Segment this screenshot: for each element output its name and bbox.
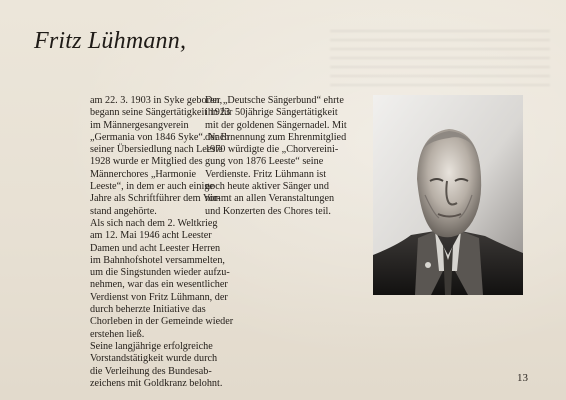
paragraph-line: noch heute aktiver Sänger und xyxy=(205,181,329,193)
paragraph-line: ihn für 50jährige Sängertätigkeit xyxy=(205,107,338,119)
paragraph-line: begann seine Sängertätigkeit 1923 xyxy=(90,107,231,119)
paragraph-line: „Germania von 1846 Syke“. Nach xyxy=(90,131,230,143)
paragraph-line: Damen und acht Leester Herren xyxy=(90,242,221,254)
paragraph-line: um die Singstunden wieder aufzu- xyxy=(90,267,230,279)
paragraph-line: die Verleihung des Bundesab- xyxy=(90,365,212,377)
paragraph-line: Verdienste. Fritz Lühmann ist xyxy=(205,168,327,180)
paragraph-line: Chorleben in der Gemeinde wieder xyxy=(90,316,234,328)
paragraph-line: Vorstandstätigkeit wurde durch xyxy=(90,353,218,365)
paragraph-line: 1970 würdigte die „Chorvereini- xyxy=(205,144,339,156)
person-name-heading: Fritz Lühmann, xyxy=(34,28,187,54)
paragraph-line: Leeste“, in dem er auch einige xyxy=(90,181,214,193)
paragraph-line: gung von 1876 Leeste“ seine xyxy=(205,156,324,168)
paragraph-line: 1928 wurde er Mitglied des xyxy=(90,156,203,168)
paragraph-line: Seine langjährige erfolgreiche xyxy=(90,340,213,352)
paragraph-line: Als sich nach dem 2. Weltkrieg xyxy=(90,217,218,229)
page-number: 13 xyxy=(517,372,528,384)
paragraph-line: am 12. Mai 1946 acht Leester xyxy=(90,230,212,242)
paragraph-line: Jahre als Schriftführer dem Vor- xyxy=(90,193,221,205)
paragraph-line: und Konzerten des Chores teil. xyxy=(205,205,331,217)
show-through-text xyxy=(330,30,550,90)
paragraph-line: nehmen, war das ein wesentlicher xyxy=(90,279,228,291)
paragraph-line: erstehen ließ. xyxy=(90,328,145,340)
paragraph-line: am 22. 3. 1903 in Syke geboren, xyxy=(90,95,223,106)
paragraph-line: Verdienst von Fritz Lühmann, der xyxy=(90,291,228,303)
lapel-pin xyxy=(425,262,431,268)
paragraph-line: stand angehörte. xyxy=(90,205,157,217)
biography-column-1 xyxy=(90,95,234,390)
paragraph-line: Männerchores „Harmonie xyxy=(90,168,197,180)
paragraph-line: im Bahnhofshotel versammelten, xyxy=(90,254,225,266)
biography-column-2 xyxy=(205,95,370,218)
portrait-photo xyxy=(373,95,523,295)
paragraph-line: nimmt an allen Veranstaltungen xyxy=(205,193,335,205)
paragraph-line: im Männergesangverein xyxy=(90,119,189,131)
paragraph-line: Der „Deutsche Sängerbund“ ehrte xyxy=(205,95,344,106)
paragraph-line: der Ernennung zum Ehrenmitglied xyxy=(205,131,347,143)
portrait-illustration xyxy=(373,95,523,295)
paragraph-line: seiner Übersiedlung nach Leeste xyxy=(90,144,223,156)
paragraph-line: mit der goldenen Sängernadel. Mit xyxy=(205,119,347,131)
paragraph-line: zeichens mit Goldkranz belohnt. xyxy=(90,377,223,389)
paragraph-line: durch beherzte Initiative das xyxy=(90,304,206,316)
